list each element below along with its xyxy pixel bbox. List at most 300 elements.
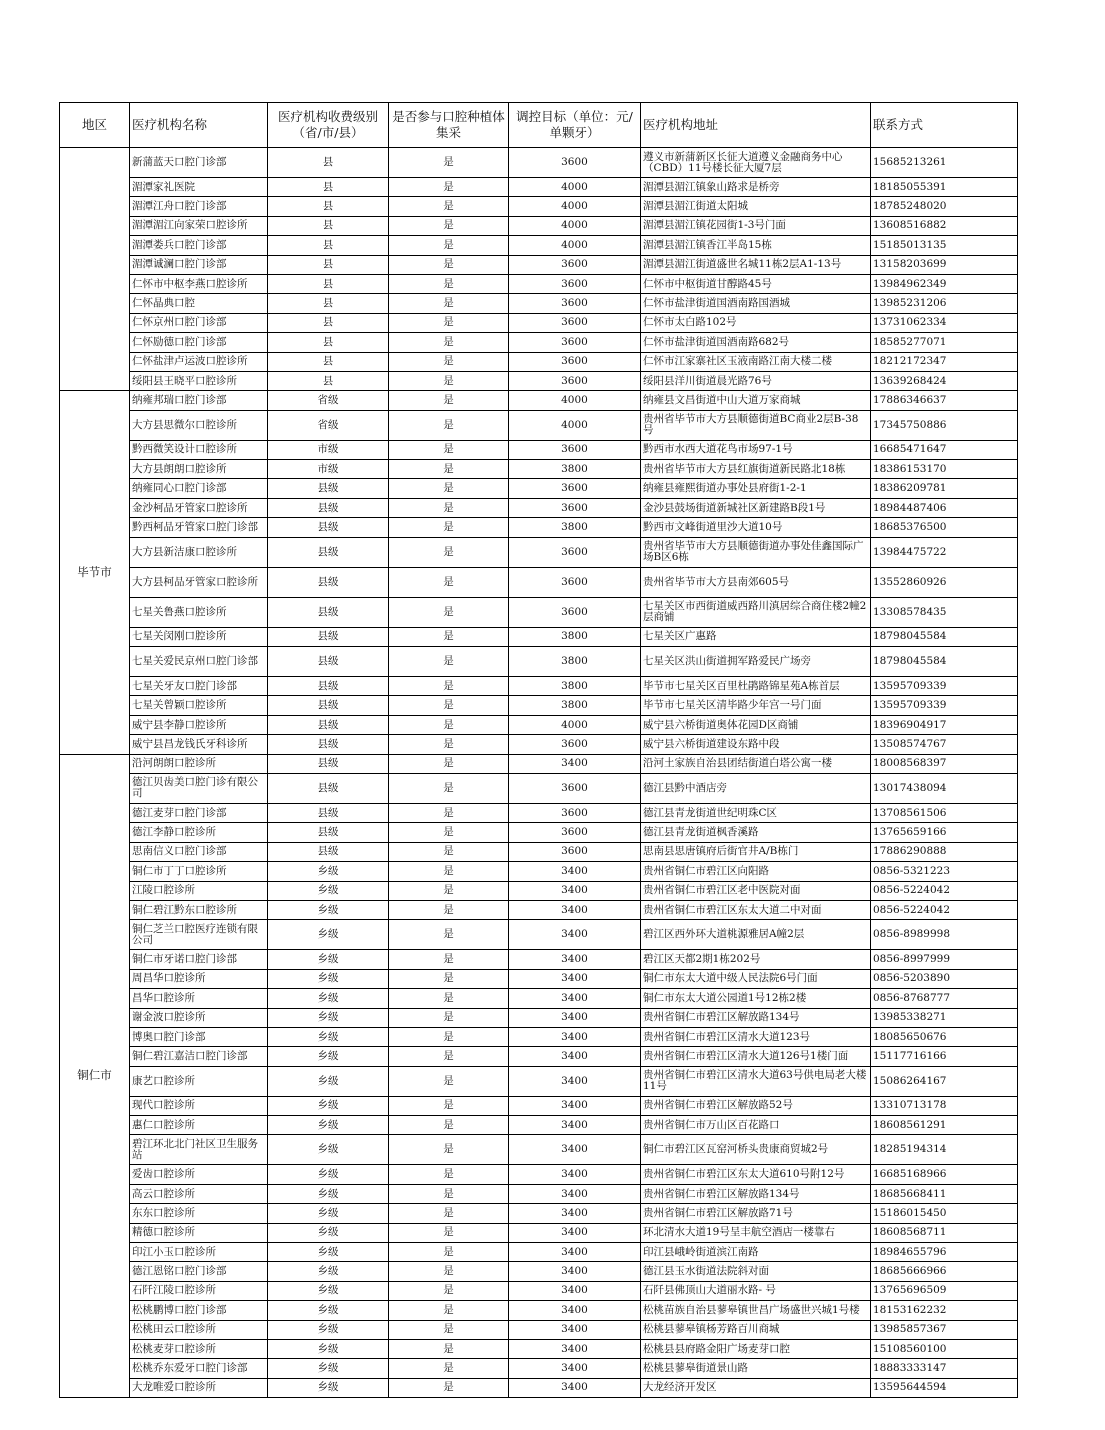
table-row [60,754,1018,773]
cell-joined: 是 [389,862,509,881]
cell-address: 贵州省铜仁市碧江区老中医院对面 [641,881,871,900]
cell-joined: 是 [389,197,509,216]
cell-level: 乡级 [268,1223,389,1242]
cell-name: 绥阳县王晓平口腔诊所 [130,371,268,390]
cell-joined: 是 [389,537,509,567]
cell-name: 周昌华口腔诊所 [130,969,268,988]
cell-level: 县级 [268,597,389,627]
cell-level: 县级 [268,498,389,517]
header-address: 医疗机构地址 [641,103,871,148]
cell-name: 印江小玉口腔诊所 [130,1243,268,1262]
table-row [60,333,1018,352]
cell-address: 石阡县佛顶山大道丽水路- 号 [641,1281,871,1300]
cell-level: 乡级 [268,1116,389,1135]
cell-level: 县 [268,352,389,371]
cell-contact: 13308578435 [871,597,1018,627]
cell-name: 仁怀晶典口腔 [130,294,268,313]
cell-target: 3400 [509,1301,641,1320]
cell-contact: 13985857367 [871,1320,1018,1339]
cell-contact: 15185013135 [871,236,1018,255]
cell-target: 3800 [509,677,641,696]
cell-target: 3400 [509,862,641,881]
cell-level: 县 [268,216,389,235]
cell-name: 仁怀盐津卢运波口腔诊所 [130,352,268,371]
cell-contact: 13984475722 [871,537,1018,567]
table-body [60,148,1018,1398]
cell-target: 3400 [509,1359,641,1378]
table-row [60,950,1018,969]
cell-contact: 18285194314 [871,1135,1018,1165]
cell-level: 乡级 [268,1281,389,1300]
cell-name: 铜仁碧江嘉洁口腔门诊部 [130,1047,268,1066]
cell-contact: 17886346637 [871,391,1018,410]
cell-target: 3600 [509,735,641,754]
table-row [60,1165,1018,1184]
header-contact: 联系方式 [871,103,1018,148]
cell-contact: 18798045584 [871,647,1018,677]
cell-target: 3400 [509,1027,641,1046]
cell-level: 县级 [268,567,389,597]
cell-target: 3400 [509,1378,641,1397]
cell-contact: 18785248020 [871,197,1018,216]
cell-contact: 0856-5224042 [871,900,1018,919]
cell-contact: 0856-8989998 [871,920,1018,950]
cell-address: 湄潭县湄江街道盛世名城11栋2层A1-13号 [641,255,871,274]
cell-contact: 13595709339 [871,696,1018,715]
table-row [60,1281,1018,1300]
cell-address: 湄潭县湄江镇花园街1-3号门面 [641,216,871,235]
cell-contact: 18798045584 [871,627,1018,646]
cell-contact: 13985338271 [871,1008,1018,1027]
cell-name: 威宁县李静口腔诊所 [130,715,268,734]
cell-level: 乡级 [268,1262,389,1281]
table-row [60,900,1018,919]
cell-name: 博奥口腔门诊部 [130,1027,268,1046]
cell-contact: 0856-5203890 [871,969,1018,988]
cell-contact: 18984487406 [871,498,1018,517]
cell-target: 3600 [509,255,641,274]
cell-level: 县级 [268,842,389,861]
cell-joined: 是 [389,410,509,440]
cell-address: 德江县青龙街道世纪明珠C区 [641,803,871,822]
cell-target: 3800 [509,696,641,715]
cell-name: 大方县朗朗口腔诊所 [130,460,268,479]
cell-joined: 是 [389,1339,509,1358]
table-row [60,715,1018,734]
table-row [60,920,1018,950]
cell-name: 惠仁口腔诊所 [130,1116,268,1135]
cell-name: 黔西微笑设计口腔诊所 [130,440,268,459]
cell-target: 3400 [509,1243,641,1262]
cell-joined: 是 [389,920,509,950]
cell-address: 松桃县蓼皋镇杨芳路百川商城 [641,1320,871,1339]
cell-address: 纳雍县文昌街道中山大道万家商城 [641,391,871,410]
cell-joined: 是 [389,1135,509,1165]
cell-address: 湄潭县湄江镇香江半岛15栋 [641,236,871,255]
cell-address: 环北清水大道19号呈丰航空酒店一楼靠右 [641,1223,871,1242]
cell-address: 七星关区广惠路 [641,627,871,646]
cell-name: 松桃乔东爱牙口腔门诊部 [130,1359,268,1378]
cell-level: 县 [268,333,389,352]
table-row [60,352,1018,371]
cell-level: 县级 [268,677,389,696]
cell-contact: 18608568711 [871,1223,1018,1242]
cell-address: 黔西市水西大道花鸟市场97-1号 [641,440,871,459]
table-row [60,647,1018,677]
cell-name: 康艺口腔诊所 [130,1066,268,1096]
cell-joined: 是 [389,1116,509,1135]
cell-target: 3400 [509,1165,641,1184]
cell-target: 3600 [509,597,641,627]
cell-level: 县级 [268,735,389,754]
cell-address: 大龙经济开发区 [641,1378,871,1397]
cell-contact: 15117716166 [871,1047,1018,1066]
cell-joined: 是 [389,647,509,677]
cell-region: 铜仁市 [60,754,130,1398]
cell-joined: 是 [389,1047,509,1066]
cell-joined: 是 [389,460,509,479]
cell-address: 铜仁市碧江区瓦窑河桥头贵康商贸城2号 [641,1135,871,1165]
cell-target: 3400 [509,1066,641,1096]
cell-name: 沿河朗朗口腔诊所 [130,754,268,773]
cell-address: 贵州省铜仁市万山区百花路口 [641,1116,871,1135]
cell-address: 贵州省铜仁市碧江区东太大道二中对面 [641,900,871,919]
cell-target: 4000 [509,391,641,410]
table-row [60,440,1018,459]
table-row [60,1184,1018,1203]
cell-name: 湄潭诚澜口腔门诊部 [130,255,268,274]
cell-address: 毕节市七星关区清毕路少年宫一号门面 [641,696,871,715]
cell-level: 乡级 [268,1096,389,1115]
cell-joined: 是 [389,274,509,293]
cell-target: 3400 [509,1223,641,1242]
header-region: 地区 [60,103,130,148]
cell-level: 乡级 [268,862,389,881]
cell-contact: 16685168966 [871,1165,1018,1184]
cell-contact: 13731062334 [871,313,1018,332]
cell-name: 松桃田云口腔诊所 [130,1320,268,1339]
cell-target: 3400 [509,920,641,950]
cell-name: 大方县柯品牙管家口腔诊所 [130,567,268,597]
table-row [60,1066,1018,1096]
cell-joined: 是 [389,989,509,1008]
cell-target: 3800 [509,647,641,677]
cell-target: 3400 [509,900,641,919]
cell-level: 市级 [268,440,389,459]
table-row [60,178,1018,197]
cell-level: 乡级 [268,900,389,919]
cell-contact: 13765659166 [871,823,1018,842]
cell-address: 贵州省铜仁市碧江区解放路71号 [641,1204,871,1223]
cell-address: 仁怀市中枢街道甘醇路45号 [641,274,871,293]
cell-target: 4000 [509,197,641,216]
cell-contact: 18685376500 [871,518,1018,537]
cell-address: 贵州省毕节市大方县顺德街道BC商业2层B-38号 [641,410,871,440]
cell-contact: 18185055391 [871,178,1018,197]
cell-contact: 13508574767 [871,735,1018,754]
cell-level: 县级 [268,773,389,803]
table-row [60,696,1018,715]
cell-address: 贵州省铜仁市碧江区清水大道63号供电局老大楼11号 [641,1066,871,1096]
cell-contact: 18396904917 [871,715,1018,734]
table-row [60,197,1018,216]
cell-target: 3600 [509,352,641,371]
cell-level: 乡级 [268,881,389,900]
cell-level: 乡级 [268,1165,389,1184]
cell-contact: 0856-5224042 [871,881,1018,900]
cell-joined: 是 [389,440,509,459]
cell-contact: 18685666966 [871,1262,1018,1281]
cell-contact: 0856-8768777 [871,989,1018,1008]
cell-level: 县 [268,148,389,178]
cell-joined: 是 [389,294,509,313]
cell-level: 县级 [268,696,389,715]
cell-level: 乡级 [268,1320,389,1339]
cell-address: 遵义市新蒲新区长征大道遵义金融商务中心（CBD）11号楼长征大厦7层 [641,148,871,178]
cell-name: 松桃鹏博口腔门诊部 [130,1301,268,1320]
table-row [60,391,1018,410]
cell-contact: 13708561506 [871,803,1018,822]
cell-name: 仁怀市中枢李燕口腔诊所 [130,274,268,293]
cell-name: 江陵口腔诊所 [130,881,268,900]
cell-joined: 是 [389,1281,509,1300]
cell-target: 3400 [509,1116,641,1135]
table-row [60,236,1018,255]
cell-target: 3600 [509,479,641,498]
table-row [60,803,1018,822]
cell-joined: 是 [389,498,509,517]
cell-name: 金沙柯品牙管家口腔诊所 [130,498,268,517]
cell-contact: 18685668411 [871,1184,1018,1203]
cell-name: 爱齿口腔诊所 [130,1165,268,1184]
cell-address: 松桃县县府路金阳广场麦芽口腔 [641,1339,871,1358]
cell-region: 毕节市 [60,391,130,754]
cell-address: 碧江区西外环大道桃源雅居A幢2层 [641,920,871,950]
table-row [60,989,1018,1008]
cell-joined: 是 [389,881,509,900]
cell-name: 铜仁芝兰口腔医疗连锁有限公司 [130,920,268,950]
cell-joined: 是 [389,1320,509,1339]
cell-target: 4000 [509,715,641,734]
cell-name: 高云口腔诊所 [130,1184,268,1203]
cell-target: 3600 [509,773,641,803]
header-level: 医疗机构收费级别（省/市/县） [268,103,389,148]
cell-level: 县级 [268,518,389,537]
table-row [60,881,1018,900]
cell-address: 印江县峨岭街道滨江南路 [641,1243,871,1262]
table-row [60,735,1018,754]
cell-name: 纳雍邦瑞口腔门诊部 [130,391,268,410]
cell-address: 德江县玉水街道法院斜对面 [641,1262,871,1281]
cell-contact: 13984962349 [871,274,1018,293]
cell-level: 乡级 [268,1066,389,1096]
cell-level: 乡级 [268,1008,389,1027]
cell-name: 大龙唯爱口腔诊所 [130,1378,268,1397]
header-name: 医疗机构名称 [130,103,268,148]
table-row [60,1008,1018,1027]
cell-address: 七星关区洪山街道拥军路爱民广场旁 [641,647,871,677]
cell-contact: 0856-5321223 [871,862,1018,881]
cell-contact: 13608516882 [871,216,1018,235]
cell-target: 3400 [509,969,641,988]
cell-joined: 是 [389,178,509,197]
cell-name: 七星关曾颖口腔诊所 [130,696,268,715]
cell-contact: 18883333147 [871,1359,1018,1378]
table-row [60,498,1018,517]
cell-address: 贵州省毕节市大方县红旗街道新民路北18栋 [641,460,871,479]
cell-name: 德江恩铭口腔门诊部 [130,1262,268,1281]
cell-address: 松桃苗族自治县蓼皋镇世昌广场盛世兴城1号楼 [641,1301,871,1320]
cell-target: 3400 [509,1281,641,1300]
cell-joined: 是 [389,518,509,537]
cell-name: 昌华口腔诊所 [130,989,268,1008]
cell-level: 县级 [268,537,389,567]
cell-level: 县 [268,313,389,332]
cell-contact: 15108560100 [871,1339,1018,1358]
table-row [60,1378,1018,1397]
cell-contact: 15186015450 [871,1204,1018,1223]
cell-name: 石阡江陵口腔诊所 [130,1281,268,1300]
cell-contact: 0856-8997999 [871,950,1018,969]
cell-address: 贵州省铜仁市碧江区清水大道123号 [641,1027,871,1046]
cell-level: 乡级 [268,920,389,950]
cell-target: 3400 [509,1047,641,1066]
cell-address: 贵州省毕节市大方县南郊605号 [641,567,871,597]
cell-joined: 是 [389,1165,509,1184]
cell-target: 3400 [509,989,641,1008]
cell-level: 乡级 [268,1243,389,1262]
cell-target: 4000 [509,236,641,255]
cell-contact: 13985231206 [871,294,1018,313]
cell-address: 松桃县蓼皋街道景山路 [641,1359,871,1378]
cell-level: 县 [268,197,389,216]
cell-address: 贵州省铜仁市碧江区解放路134号 [641,1008,871,1027]
cell-target: 3800 [509,627,641,646]
cell-name: 精德口腔诊所 [130,1223,268,1242]
cell-joined: 是 [389,597,509,627]
cell-level: 市级 [268,460,389,479]
cell-contact: 18386209781 [871,479,1018,498]
cell-target: 3600 [509,313,641,332]
cell-address: 纳雍县雍熙街道办事处县府街1-2-1 [641,479,871,498]
cell-address: 贵州省铜仁市碧江区东太大道610号附12号 [641,1165,871,1184]
cell-contact: 18386153170 [871,460,1018,479]
cell-level: 乡级 [268,1339,389,1358]
cell-target: 3400 [509,1008,641,1027]
cell-name: 大方县新洁康口腔诊所 [130,537,268,567]
cell-target: 4000 [509,216,641,235]
cell-name: 仁怀京州口腔门诊部 [130,313,268,332]
table-row [60,1320,1018,1339]
cell-joined: 是 [389,754,509,773]
cell-name: 湄潭江舟口腔门诊部 [130,197,268,216]
table-row [60,1027,1018,1046]
cell-joined: 是 [389,479,509,498]
cell-address: 铜仁市东太大道中级人民法院6号门面 [641,969,871,988]
cell-name: 铜仁市牙诺口腔门诊部 [130,950,268,969]
cell-contact: 13639268424 [871,371,1018,390]
cell-joined: 是 [389,371,509,390]
table-row [60,294,1018,313]
cell-target: 3600 [509,440,641,459]
cell-address: 铜仁市东太大道公园道1号12栋2楼 [641,989,871,1008]
table-row [60,274,1018,293]
cell-name: 碧江环北北门社区卫生服务站 [130,1135,268,1165]
table-row [60,567,1018,597]
cell-level: 县级 [268,823,389,842]
cell-address: 金沙县鼓场街道新城社区新建路B段1号 [641,498,871,517]
cell-level: 县级 [268,647,389,677]
cell-target: 3400 [509,950,641,969]
cell-level: 县 [268,178,389,197]
cell-address: 德江县黔中酒店旁 [641,773,871,803]
cell-address: 德江县青龙街道枫香溪路 [641,823,871,842]
cell-address: 黔西市文峰街道里沙大道10号 [641,518,871,537]
table-row [60,479,1018,498]
cell-level: 乡级 [268,1184,389,1203]
cell-joined: 是 [389,391,509,410]
cell-name: 威宁县昌龙钱氏牙科诊所 [130,735,268,754]
table-row [60,1262,1018,1281]
cell-level: 县级 [268,803,389,822]
cell-joined: 是 [389,1008,509,1027]
cell-target: 3600 [509,537,641,567]
cell-joined: 是 [389,567,509,597]
cell-name: 铜仁碧江黔东口腔诊所 [130,900,268,919]
cell-joined: 是 [389,1359,509,1378]
cell-level: 县 [268,255,389,274]
cell-target: 3600 [509,148,641,178]
cell-address: 思南县思唐镇府后街官井A/B栋门 [641,842,871,861]
cell-contact: 15685213261 [871,148,1018,178]
cell-level: 县 [268,274,389,293]
table-row [60,537,1018,567]
cell-contact: 13310713178 [871,1096,1018,1115]
cell-address: 贵州省铜仁市碧江区向阳路 [641,862,871,881]
cell-contact: 16685471647 [871,440,1018,459]
cell-joined: 是 [389,773,509,803]
header-joined: 是否参与口腔种植体集采 [389,103,509,148]
cell-target: 3600 [509,823,641,842]
cell-address: 湄潭县湄江街道太阳城 [641,197,871,216]
cell-target: 3400 [509,754,641,773]
cell-name: 思南信义口腔门诊部 [130,842,268,861]
cell-name: 现代口腔诊所 [130,1096,268,1115]
cell-region [60,148,130,391]
cell-joined: 是 [389,216,509,235]
cell-target: 3800 [509,518,641,537]
cell-joined: 是 [389,1184,509,1203]
cell-contact: 13765696509 [871,1281,1018,1300]
cell-name: 东东口腔诊所 [130,1204,268,1223]
cell-target: 3400 [509,1262,641,1281]
cell-joined: 是 [389,313,509,332]
cell-name: 谢金波口腔诊所 [130,1008,268,1027]
cell-joined: 是 [389,148,509,178]
table-row [60,842,1018,861]
cell-joined: 是 [389,696,509,715]
header-target: 调控目标（单位：元/单颗牙） [509,103,641,148]
cell-level: 省级 [268,391,389,410]
table-row [60,1359,1018,1378]
table-row [60,627,1018,646]
cell-target: 3400 [509,881,641,900]
cell-contact: 18008568397 [871,754,1018,773]
cell-address: 仁怀市盐津街道国酒南路682号 [641,333,871,352]
table-row [60,823,1018,842]
table-row [60,1223,1018,1242]
cell-contact: 15086264167 [871,1066,1018,1096]
